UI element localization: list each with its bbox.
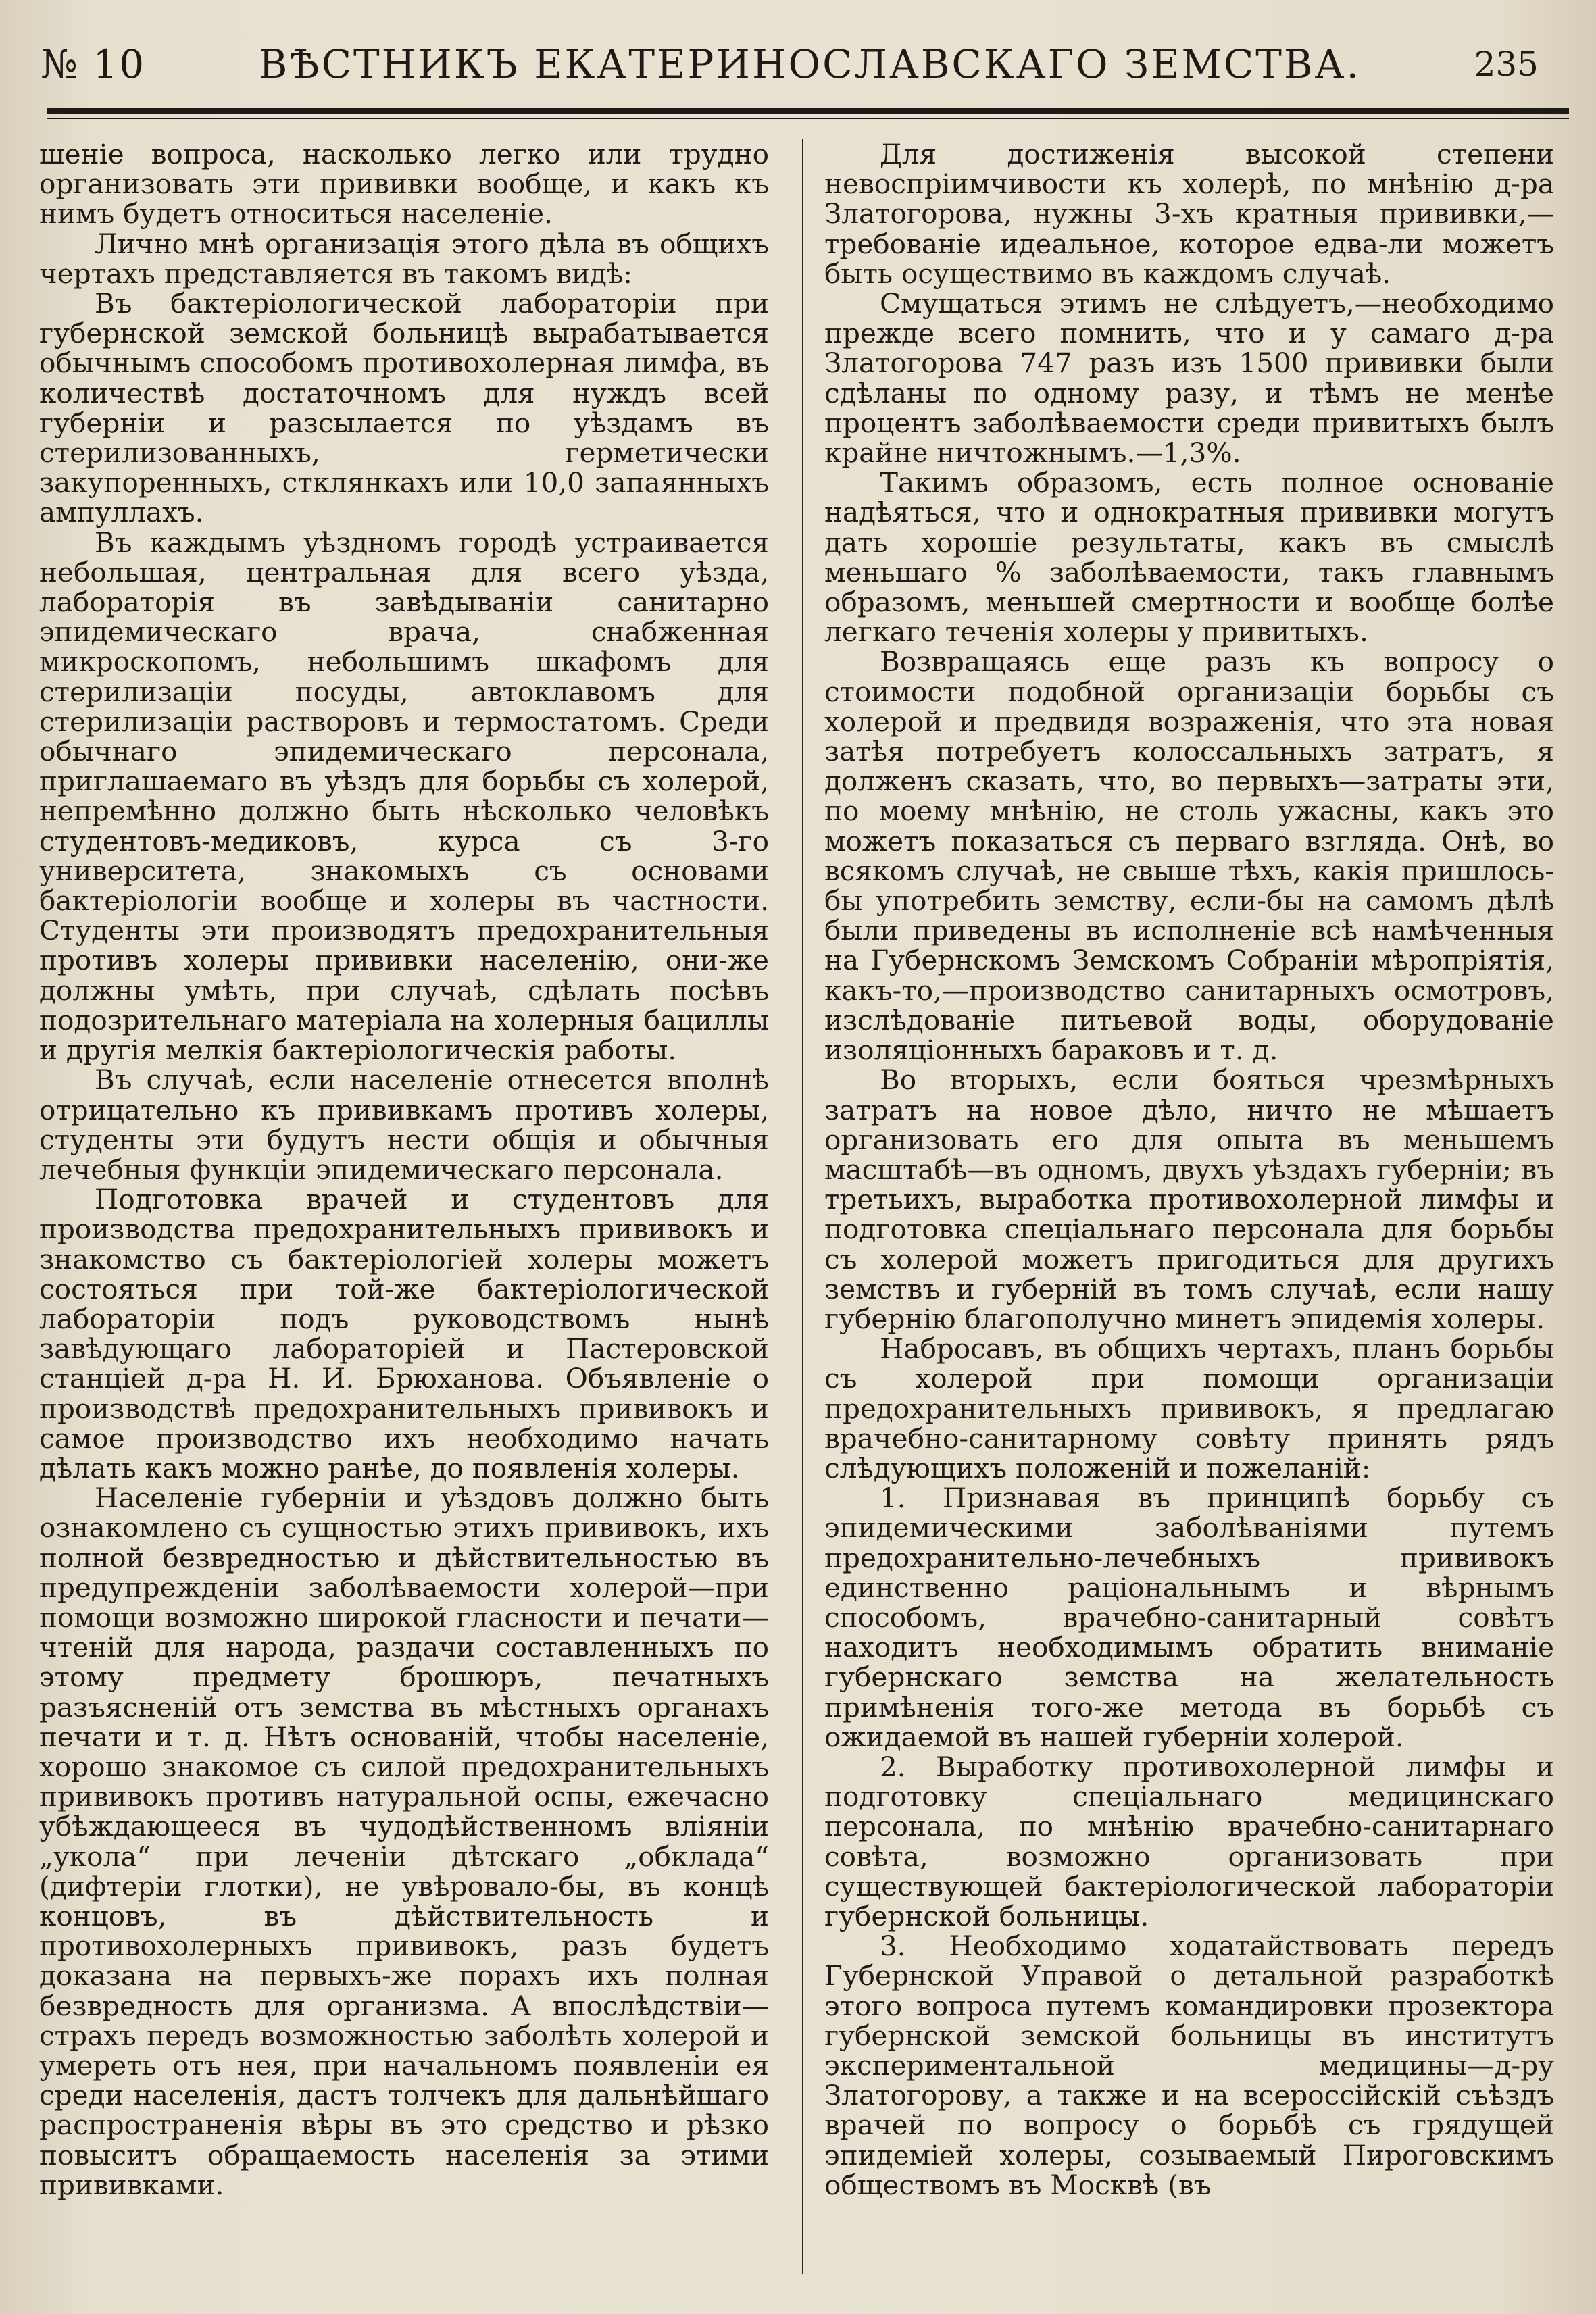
issue-number: № 10 — [41, 41, 146, 87]
paragraph: Возвращаясь еще разъ къ вопросу о стоимости подобной организаціи борьбы съ холерой и предвидя возраженія, что эта новая затѣя потребуетъ колоссальныхъ затратъ, я долженъ сказать, что, во первыхъ—затраты эти, по моему мнѣнію, не столь ужасны, какъ это можетъ показаться съ перваго взгляда. Онѣ, во всякомъ случаѣ, не свыше тѣхъ, какія пришлось-бы употребить земству, если-бы на самомъ дѣлѣ были приведены въ исполненіе всѣ намѣченныя на Губернскомъ Земскомъ Собраніи мѣропріятія, какъ-то,—производство санитарныхъ осмотровъ, изслѣдованіе питьевой воды, оборудованіе изоляціонныхъ бараковъ и т. д. — [824, 645, 1554, 1067]
page-number: 235 — [1474, 45, 1539, 84]
header-rule-thick — [47, 108, 1569, 114]
list-item: 1. Признавая въ принципѣ борьбу съ эпидемическими заболѣваніями путемъ предохранительно-лечебныхъ прививокъ единственно раціональнымъ и вѣрнымъ способомъ, врачебно-санитарный совѣтъ находитъ необходимымъ обратить вниманіе губернскаго земства на желательность примѣненія того-же метода въ борьбѣ съ ожидаемой въ нашей губерніи холерой. — [824, 1482, 1554, 1753]
list-item: 3. Необходимо ходатайствовать передъ Губернской Управой о детальной разработкѣ этого вопроса путемъ командировки прозектора губернской земской больницы въ институтъ экспериментальной медицины—д-ру Златогорову, а также и на всероссійскій съѣздъ врачей по вопросу о борьбѣ съ грядущей эпидеміей холеры, созываемый Пироговскимъ обществомъ въ Москвѣ (въ — [824, 1930, 1554, 2201]
paragraph: Лично мнѣ организація этого дѣла въ общихъ чертахъ представляется въ такомъ видѣ: — [39, 227, 769, 290]
page-header — [27, 27, 1569, 101]
paragraph: Населеніе губерніи и уѣздовъ должно быть ознакомлено съ сущностью этихъ прививокъ, ихъ полной безвредностью и дѣйствительностью въ предупрежденіи заболѣваемости холерой—при помощи возможно широкой гласности и печати—чтеній для народа, раздачи составленныхъ по этому предмету брошюръ, печатныхъ разъясненій отъ земства въ мѣстныхъ органахъ печати и т. д. Нѣтъ основаній, чтобы населеніе, хорошо знакомое съ силой предохранительныхъ прививокъ противъ натуральной оспы, ежечасно убѣждающееся въ чудодѣйственномъ вліяніи „укола“ при леченіи дѣтскаго „обклада“ (дифтеріи глотки), не увѣровало-бы, въ концѣ концовъ, въ дѣйствительность и противохолерныхъ прививокъ, разъ будетъ доказана на первыхъ-же порахъ ихъ полная безвредность для организма. А впослѣдствіи—страхъ передъ возможностью заболѣть холерой и умереть отъ нея, при начальномъ появленіи ея среди населенія, дастъ толчекъ для дальнѣйшаго распространенія вѣры въ это средство и рѣзко повыситъ обращаемость населенія за этими прививками. — [39, 1482, 769, 2201]
paragraph: Въ каждымъ уѣздномъ городѣ устраивается небольшая, центральная для всего уѣзда, лабораторія въ завѣдываніи санитарно эпидемическаго врача, снабженная микроскопомъ, небольшимъ шкафомъ для стерилизаціи посуды, автоклавомъ для стерилизаціи растворовъ и термостатомъ. Среди обычнаго эпидемическаго персонала, приглашаемаго въ уѣздъ для борьбы съ холерой, непремѣнно должно быть нѣсколько человѣкъ студентовъ-медиковъ, курса съ 3-го университета, знакомыхъ съ основами бактеріологіи вообще и холеры въ частности. Студенты эти производятъ предохранительныя противъ холеры прививки населенію, они-же должны умѣть, при случаѣ, сдѣлать посѣвъ подозрительнаго матеріала на холерныя бациллы и другія мелкія бактеріологическія работы. — [39, 526, 769, 1067]
column-divider — [802, 139, 803, 2274]
header-rule-thin — [47, 118, 1569, 119]
paragraph: шеніе вопроса, насколько легко или трудно организовать эти прививки вообще, и какъ къ нимъ будетъ относиться населеніе. — [39, 138, 769, 230]
paragraph: Въ бактеріологической лабораторіи при губернской земской больницѣ вырабатывается обычнымъ способомъ противохолерная лимфа, въ количествѣ достаточномъ для нуждъ всей губерніи и разсылается по уѣздамъ въ стерилизованныхъ, герметически закупоренныхъ, стклянкахъ или 10,0 запаянныхъ ампуллахъ. — [39, 287, 769, 529]
paragraph: Подготовка врачей и студентовъ для производства предохранительныхъ прививокъ и знакомство съ бактеріологіей холеры можетъ состояться при той-же бактеріологической лабораторіи подъ руководствомъ нынѣ завѣдующаго лабораторіей и Пастеровской станціей д-ра Н. И. Брюханова. Объявленіе о производствѣ предохранительныхъ прививокъ и самое производство ихъ необходимо начать дѣлать какъ можно ранѣе, до появленія холеры. — [39, 1183, 769, 1484]
left-column — [39, 139, 769, 2200]
paragraph: Такимъ образомъ, есть полное основаніе надѣяться, что и однократныя прививки могутъ дать хорошіе результаты, какъ въ смыслѣ меньшаго % заболѣваемости, такъ главнымъ образомъ, меньшей смертности и вообще болѣе легкаго теченія холеры у привитыхъ. — [824, 466, 1554, 649]
paragraph: Во вторыхъ, если бояться чрезмѣрныхъ затратъ на новое дѣло, ничто не мѣшаетъ организовать его для опыта въ меньшемъ масштабѣ—въ одномъ, двухъ уѣздахъ губерніи; въ третьихъ, выработка противохолерной лимфы и подготовка спеціальнаго персонала для борьбы съ холерой можетъ пригодиться для другихъ земствъ и губерній въ томъ случаѣ, если нашу губернію благополучно минетъ эпидемія холеры. — [824, 1063, 1554, 1335]
right-column — [824, 139, 1554, 2200]
paragraph: Набросавъ, въ общихъ чертахъ, планъ борьбы съ холерой при помощи организаціи предохранительныхъ прививокъ, я предлагаю врачебно-санитарному совѣту принять рядъ слѣдующихъ положеній и пожеланій: — [824, 1332, 1554, 1484]
paragraph: Въ случаѣ, если населеніе отнесется вполнѣ отрицательно къ прививкамъ противъ холеры, студенты эти будутъ нести общія и обычныя лечебныя функціи эпидемическаго персонала. — [39, 1063, 769, 1186]
paragraph: Смущаться этимъ не слѣдуетъ,—необходимо прежде всего помнить, что и у самаго д-ра Златогорова 747 разъ изъ 1500 прививки были сдѣланы по одному разу, и тѣмъ не менѣе процентъ заболѣваемости среди привитыхъ былъ крайне ничтожнымъ.—1,3%. — [824, 287, 1554, 470]
publication-title: ВѢСТНИКЪ ЕКАТЕРИНОСЛАВСКАГО ЗЕМСТВА. — [258, 41, 1361, 87]
list-item: 2. Выработку противохолерной лимфы и подготовку спеціальнаго медицинскаго персонала, по мнѣнію врачебно-санитарнаго совѣта, возможно организовать при существующей бактеріологической лабораторіи губернской больницы. — [824, 1750, 1554, 1932]
paragraph: Для достиженія высокой степени невоспріимчивости къ холерѣ, по мнѣнію д-ра Златогорова, нужны 3-хъ кратныя прививки,—требованіе идеальное, которое едва-ли можетъ быть осуществимо въ каждомъ случаѣ. — [824, 138, 1554, 290]
